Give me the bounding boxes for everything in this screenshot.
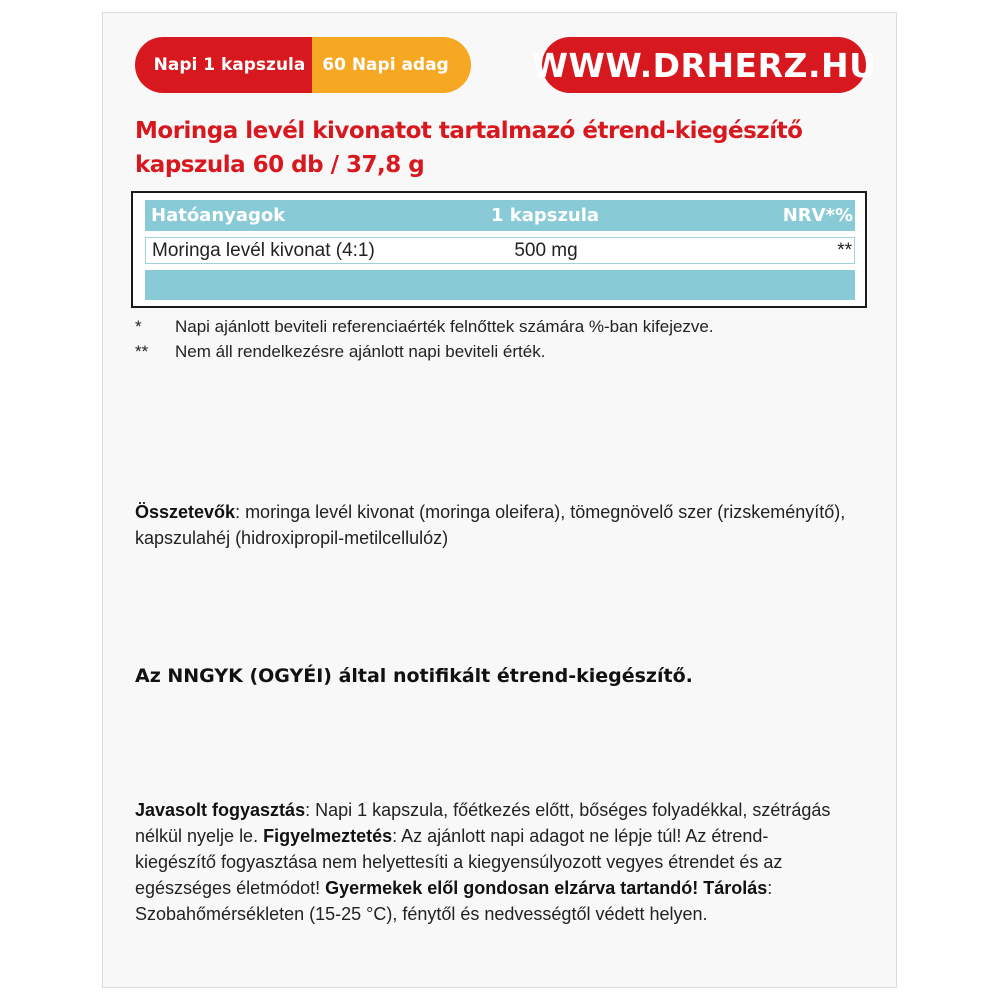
table-row <box>145 237 855 264</box>
footnote <box>135 339 714 364</box>
warning-text: : Az ajánlott napi adagot ne lépje túl! Az étrend-kiegészítő fogyasztása nem helyettesíti a kiegyensúlyozott vegyes étrendet és az egészséges életmódot! <box>135 826 783 898</box>
product-title <box>135 114 855 182</box>
header-per-capsule: 1 kapszula <box>490 205 600 226</box>
product-title-line2: kapszula 60 db / 37,8 g <box>135 152 425 178</box>
ingredients-paragraph <box>135 499 855 551</box>
warning-label: Figyelmeztetés <box>263 826 393 846</box>
servings-badge: 60 Napi adag <box>312 37 471 93</box>
header-active-ingredients: Hatóanyagok <box>151 205 286 226</box>
table-header-row <box>145 200 855 231</box>
footnote-text: Nem áll rendelkezésre ajánlott napi beviteli érték. <box>175 342 546 361</box>
usage-label: Javasolt fogyasztás <box>135 800 306 820</box>
footnote-text: Napi ajánlott beviteli referenciaérték felnőttek számára %-ban kifejezve. <box>175 317 714 336</box>
ingredient-nrv: ** <box>837 239 852 261</box>
ingredients-text: : moringa levél kivonat (moringa oleifera), tömegnövelő szer (rizskeményítő), kapszulahéj (hidroxipropil-metilcellulóz) <box>135 502 846 548</box>
product-title-line1: Moringa levél kivonatot tartalmazó étrend-kiegészítő <box>135 118 803 144</box>
children-warning: Gyermekek elől gondosan elzárva tartandó! <box>325 878 699 898</box>
notification-statement: Az NNGYK (OGYÉI) által notifikált étrend-kiegészítő. <box>135 665 693 687</box>
table-footer-row <box>145 270 855 300</box>
header-nrv: NRV*% <box>782 205 853 226</box>
footnotes <box>135 314 714 364</box>
footnote <box>135 314 714 339</box>
storage-label: Tárolás <box>698 878 768 898</box>
usage-text: : Napi 1 kapszula, főétkezés előtt, bőséges folyadékkal, szétrágás nélkül nyelje le. <box>135 800 831 846</box>
footnote-mark: * <box>135 317 142 336</box>
website-badge: WWW.DRHERZ.HU <box>542 37 866 93</box>
storage-text: : Szobahőmérsékleten (15-25 °C), fénytől és nedvességtől védett helyen. <box>135 878 773 924</box>
ingredient-amount: 500 mg <box>514 239 578 261</box>
ingredient-name: Moringa levél kivonat (4:1) <box>152 239 375 261</box>
daily-dose-badge: Napi 1 kapszula <box>135 37 312 93</box>
usage-paragraph <box>135 797 845 927</box>
dosage-badges <box>135 37 471 93</box>
footnote-mark: ** <box>135 342 149 361</box>
ingredients-label: Összetevők <box>135 502 236 522</box>
nutrition-table <box>131 191 867 308</box>
